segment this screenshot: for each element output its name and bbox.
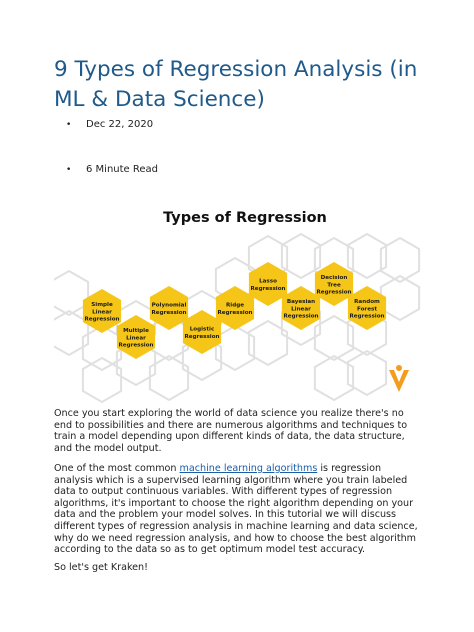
brand-logo [389, 365, 409, 392]
read-time-text: 6 Minute Read [86, 164, 159, 175]
hexagon-label: Simple [91, 302, 113, 309]
regression-type-hexagon [315, 262, 353, 306]
hexagon-label: Lasso [259, 278, 277, 285]
paragraph-text-end: is regression analysis which is a supervised learning algorithm where you train labeled data to output continuous variables. With different types of regression algorithms, it's important to choose the right algorithm depending on your data and the problem your model solves. In this tutorial we will discuss different types of regression analysis in machine learning and data science, why do we need regression analysis, and how to choose the best algorithm according to the data so as to get optimum model test accuracy. [54, 463, 418, 556]
paragraph-text-start: One of the most common [54, 463, 180, 474]
hexagon-label: Regression [349, 313, 385, 320]
hexagon-label: Regression [250, 285, 286, 292]
logo-chevron-icon [389, 370, 409, 392]
hexagon-label: Ridge [225, 302, 245, 309]
hexagon-label: Multiple [123, 328, 149, 335]
article-read-time [66, 164, 158, 175]
infographic-heading: Types of Regression [163, 210, 327, 226]
hexagon-label: Regression [151, 309, 187, 316]
hexagon-label: Regression [184, 333, 220, 340]
machine-learning-algorithms-link[interactable]: machine learning algorithms [179, 463, 318, 474]
hexagon-label: Regression [217, 309, 253, 316]
intro-paragraph: Once you start exploring the world of data science you realize there's no end to possibilities and there are numerous algorithms and techniques to train a model depending upon different kinds of data, the data structure, and the model output. [54, 408, 408, 454]
hexagon-label: Random [354, 299, 380, 306]
bullet-icon: • [66, 165, 72, 175]
date-text: Dec 22, 2020 [86, 119, 154, 130]
logo-dot-icon [396, 365, 402, 371]
hexagon-label: Linear [291, 306, 311, 313]
hexagon-label: Regression [283, 313, 319, 320]
bullet-icon: • [66, 120, 72, 130]
regression-type-hexagon [117, 315, 155, 359]
hexagon-label: Linear [126, 335, 146, 342]
hexagon-label: Regression [84, 316, 120, 323]
article-date [66, 119, 153, 130]
regression-type-hexagons [83, 262, 386, 359]
hexagon-label: Tree [327, 282, 341, 289]
hexagon-label: Decision [320, 275, 348, 282]
hexagon-label: Regression [316, 289, 352, 296]
algorithms-paragraph [54, 463, 422, 556]
outline-hexagon [83, 358, 121, 402]
regression-types-infographic [54, 198, 421, 406]
regression-type-hexagon [282, 286, 320, 330]
hexagon-label: Linear [92, 309, 112, 316]
hexagon-label: Logistic [189, 326, 215, 333]
closing-paragraph: So let's get Kraken! [54, 562, 148, 573]
hexagon-label: Polynomial [151, 302, 187, 309]
hexagon-label: Bayesian [286, 299, 316, 306]
article-title: 9 Types of Regression Analysis (in ML & Data Science) [54, 57, 418, 112]
hexagon-label: Regression [118, 342, 154, 349]
hexagon-label: Forest [357, 306, 377, 313]
